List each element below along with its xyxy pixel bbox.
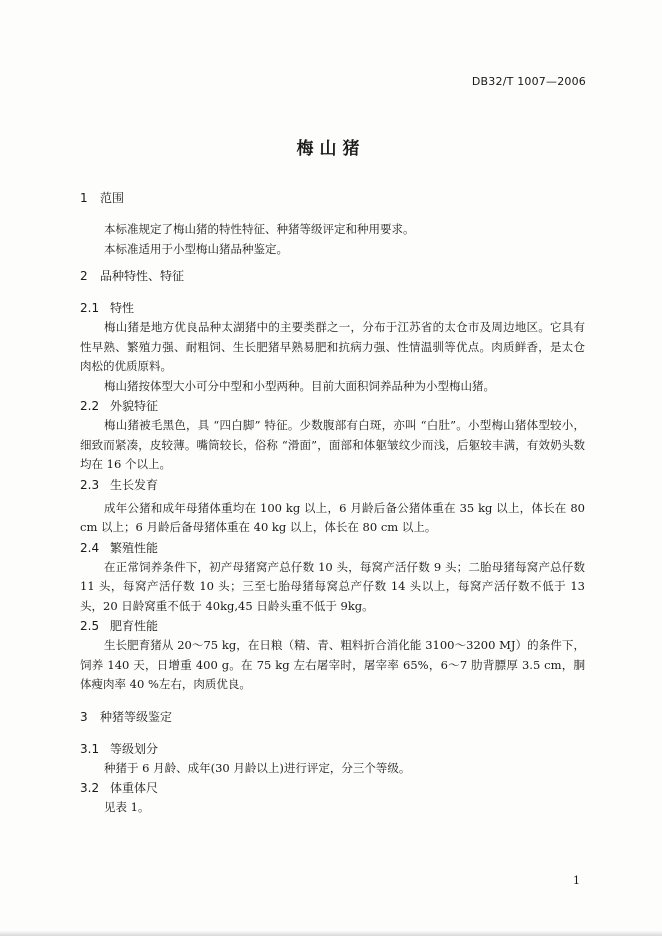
subsection-heading-2-1 bbox=[80, 298, 585, 318]
subsection-number: 2.1 bbox=[80, 301, 100, 315]
section-title: 范围 bbox=[100, 191, 125, 205]
paragraph: 梅山猪按体型大小可分中型和小型两种。目前大面积饲养品种为小型梅山猪。 bbox=[104, 378, 495, 393]
section-title: 品种特性、特征 bbox=[100, 269, 185, 283]
subsection-heading-2-2 bbox=[80, 396, 585, 416]
section-number: 1 bbox=[80, 191, 88, 205]
subsection-title: 生长发育 bbox=[110, 477, 159, 492]
paragraph: 种猪于 6 月龄、成年(30 月龄以上)进行评定，分三个等级。 bbox=[104, 760, 411, 775]
subsection-heading-2-5 bbox=[80, 616, 585, 636]
next-page-edge bbox=[0, 930, 662, 936]
subsection-title: 特性 bbox=[110, 301, 135, 315]
section-heading-3 bbox=[80, 707, 585, 727]
subsection-heading-3-2 bbox=[80, 778, 585, 798]
subsection-title: 外貌特征 bbox=[110, 399, 159, 413]
subsection-number: 3.2 bbox=[80, 781, 100, 795]
paragraph: 生长肥育猪从 20～75 kg，在日粮（精、青、粗料折合消化能 3100～3200 MJ）的条件下，饲养 140 天，日增重 400 g。在 75 kg 左右屠宰时，屠宰率 65%，6～7 肋背膘厚 3.5 cm，胴体瘦肉率 40 %左右，肉质优良。 bbox=[80, 638, 585, 691]
subsection-number: 2.5 bbox=[80, 619, 100, 633]
paragraph: 见表 1。 bbox=[104, 800, 150, 814]
document-body bbox=[80, 188, 585, 818]
paragraph: 本标准适用于小型梅山猪品种鉴定。 bbox=[104, 241, 288, 256]
subsection-title: 肥育性能 bbox=[110, 619, 159, 633]
section-heading-1 bbox=[80, 188, 585, 208]
page-number: 1 bbox=[573, 874, 580, 887]
paragraph: 梅山猪被毛黑色，具 “四白脚” 特征。少数腹部有白斑，亦叫 “白肚”。小型梅山猪体型较小，细致而紧凑，皮较薄。嘴筒较长，俗称 “滑面”，面部和体躯皱纹少而浅，后躯较丰满，有效奶头数均在 16 个以上。 bbox=[80, 418, 585, 471]
subsection-number: 3.1 bbox=[80, 741, 100, 756]
subsection-heading-2-3 bbox=[80, 475, 585, 495]
subsection-title: 体重体尺 bbox=[110, 781, 159, 795]
subsection-title: 等级划分 bbox=[110, 741, 159, 756]
section-number: 2 bbox=[80, 269, 88, 283]
paragraph: 梅山猪是地方优良品种太湖猪中的主要类群之一，分布于江苏省的太仓市及周边地区。它具有性早熟、繁殖力强、耐粗饲、生长肥猪早熟易肥和抗病力强、性情温驯等优点。肉质鲜香，是太仓肉松的优质原料。 bbox=[80, 320, 585, 373]
paragraph: 在正常饲养条件下，初产母猪窝产总仔数 10 头，每窝产活仔数 9 头；二胎母猪每窝产总仔数 11 头，每窝产活仔数 10 头；三至七胎母猪每窝总产仔数 14 头以上，每窝产活仔数不低于 13 头，20 日龄窝重不低于 40kg,45 日龄头重不低于 9kg。 bbox=[80, 559, 585, 613]
subsection-title: 繁殖性能 bbox=[110, 540, 159, 555]
section-number: 3 bbox=[80, 709, 88, 724]
subsection-heading-2-4 bbox=[80, 538, 585, 558]
subsection-number: 2.3 bbox=[80, 477, 100, 492]
section-heading-2 bbox=[80, 266, 585, 286]
paragraph: 本标准规定了梅山猪的特性特征、种猪等级评定和种用要求。 bbox=[104, 222, 415, 236]
standard-code: DB32/T 1007—2006 bbox=[471, 75, 586, 88]
subsection-heading-3-1 bbox=[80, 739, 585, 759]
section-title: 种猪等级鉴定 bbox=[100, 709, 173, 724]
paragraph: 成年公猪和成年母猪体重均在 100 kg 以上，6 月龄后备公猪体重在 35 kg 以上，体长在 80 cm 以上；6 月龄后备母猪体重在 40 kg 以上，体长在 80 cm 以上。 bbox=[80, 500, 585, 534]
subsection-number: 2.4 bbox=[80, 540, 100, 555]
subsection-number: 2.2 bbox=[80, 399, 100, 413]
document-title: 梅山猪 bbox=[296, 139, 366, 159]
